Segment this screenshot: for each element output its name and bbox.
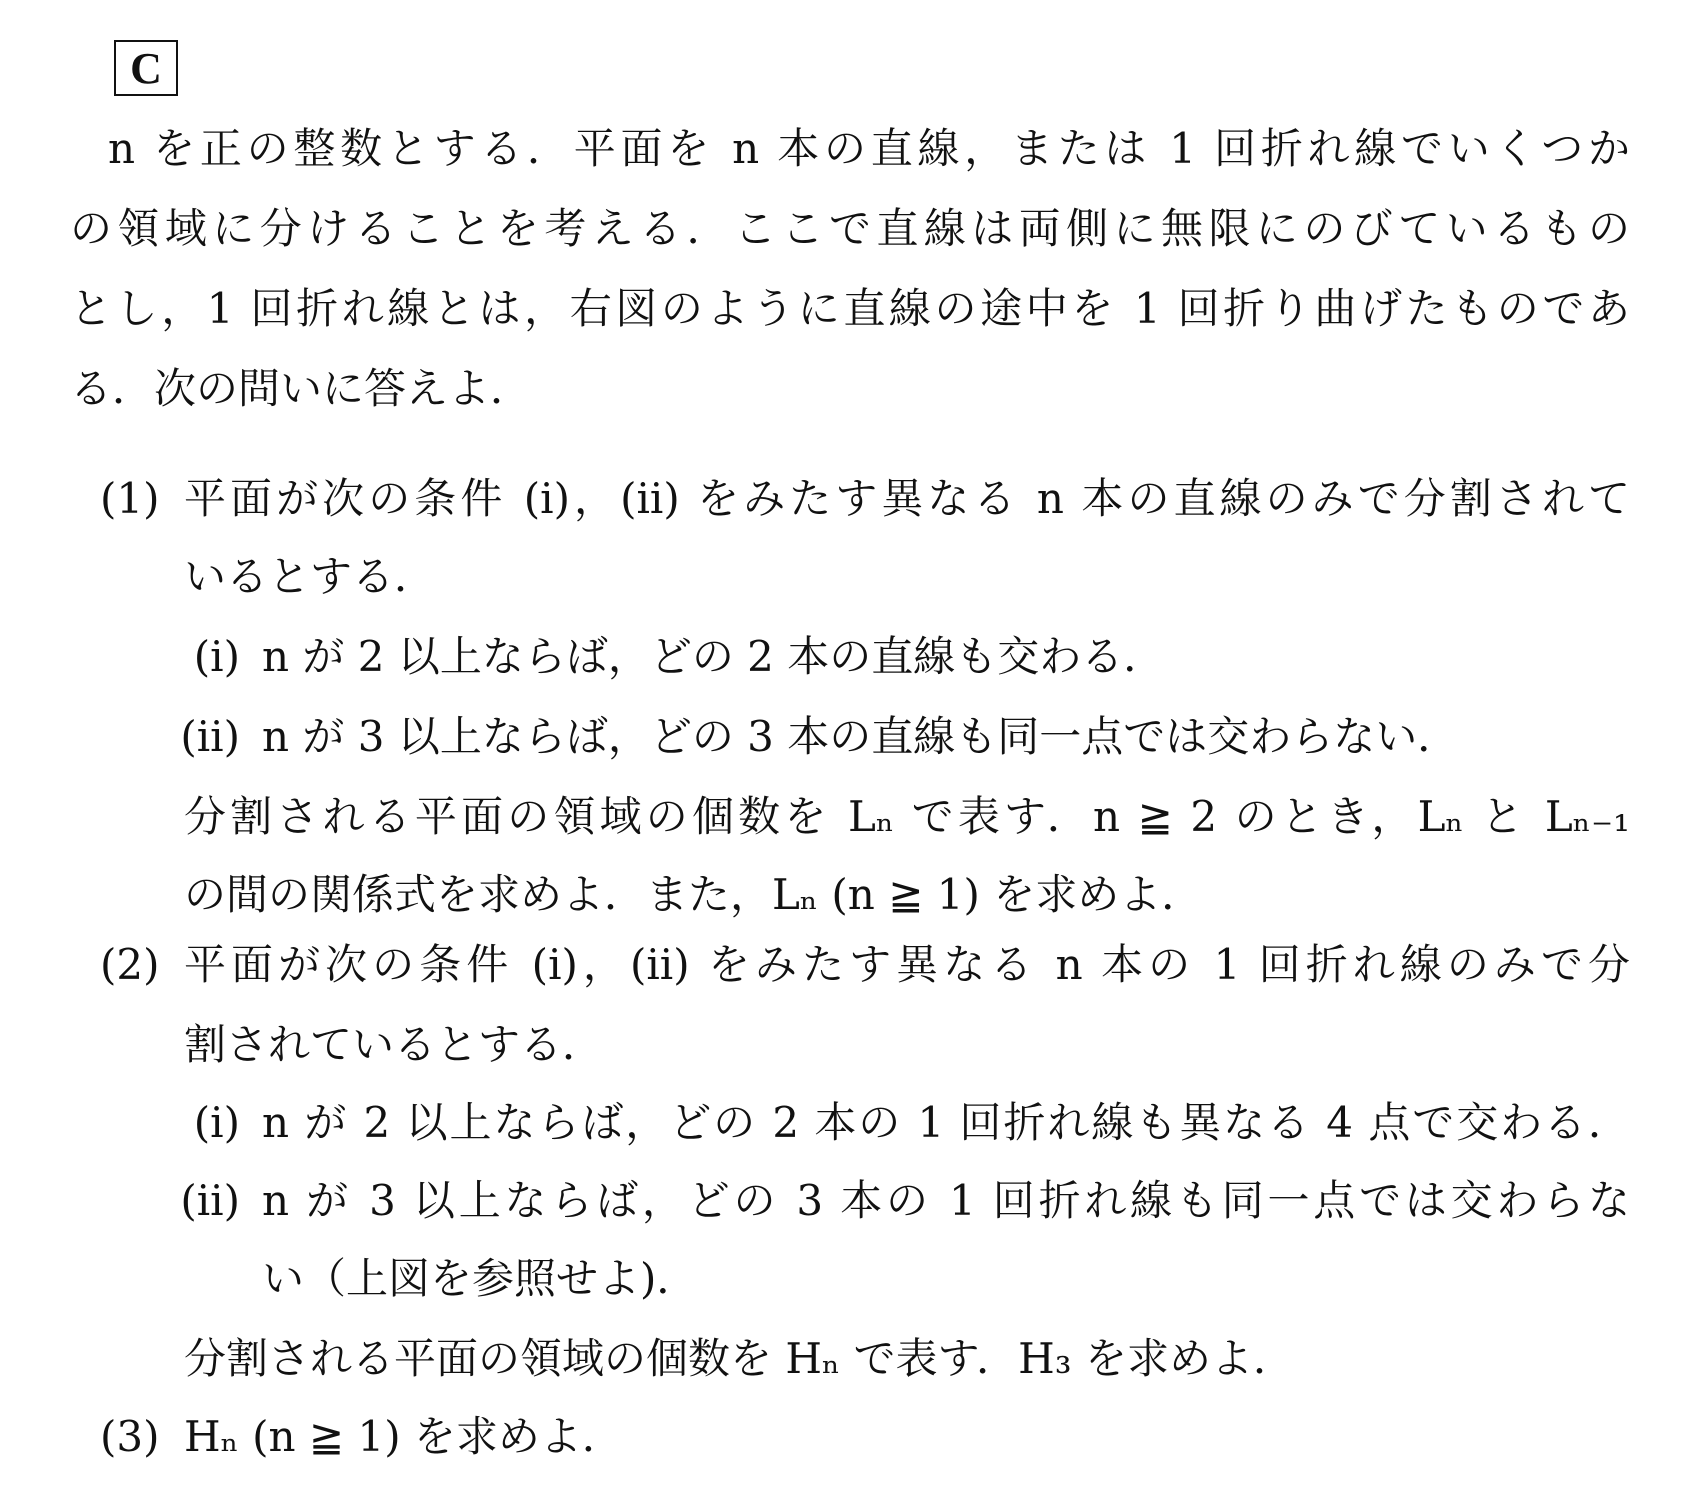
part3-label: (3) xyxy=(100,1412,160,1461)
intro-line-2: の領域に分けることを考える．ここで直線は両側に無限にのびているもの xyxy=(70,204,1630,253)
part1-cond-ii: n が 3 以上ならば，どの 3 本の直線も同一点では交わらない． xyxy=(262,712,1460,761)
part2-cond-ii-line-1: n が 3 以上ならば，どの 3 本の 1 回折れ線も同一点では交わらな xyxy=(262,1176,1630,1225)
part2-cond-ii-line-2: い（上図を参照せよ)． xyxy=(262,1254,699,1303)
part1-line-2: いるとする． xyxy=(184,552,437,601)
problem-label: C xyxy=(130,43,162,93)
problem-label-box xyxy=(114,40,178,96)
intro-line-3: とし，1 回折れ線とは，右図のように直線の途中を 1 回折り曲げたものであ xyxy=(70,284,1630,333)
part1-question-line-2: の間の関係式を求めよ．また，Lₙ (n ≧ 1) を求めよ． xyxy=(184,870,1204,919)
part2-cond-i-label: (i) xyxy=(193,1098,240,1147)
part2-label: (2) xyxy=(100,940,160,989)
part1-label: (1) xyxy=(100,474,160,523)
part1-line-1: 平面が次の条件 (i)，(ii) をみたす異なる n 本の直線のみで分割されて xyxy=(184,474,1630,523)
part1-question-line-1: 分割される平面の領域の個数を Lₙ で表す．n ≧ 2 のとき，Lₙ と Lₙ₋₁ xyxy=(184,792,1630,841)
part2-question-line-1: 分割される平面の領域の個数を Hₙ で表す．H₃ を求めよ． xyxy=(184,1334,1295,1383)
part3-line-1: Hₙ (n ≧ 1) を求めよ． xyxy=(184,1412,624,1461)
part1-cond-i-label: (i) xyxy=(193,632,240,681)
part2-line-2: 割されているとする． xyxy=(184,1020,605,1069)
part2-cond-ii-label: (ii) xyxy=(180,1176,240,1225)
part2-cond-i: n が 2 以上ならば，どの 2 本の 1 回折れ線も異なる 4 点で交わる． xyxy=(262,1098,1630,1147)
part1-cond-ii-label: (ii) xyxy=(180,712,240,761)
part1-cond-i: n が 2 以上ならば，どの 2 本の直線も交わる． xyxy=(262,632,1166,681)
intro-line-1: n を正の整数とする．平面を n 本の直線，または 1 回折れ線でいくつか xyxy=(108,124,1630,173)
part2-line-1: 平面が次の条件 (i)，(ii) をみたす異なる n 本の 1 回折れ線のみで分 xyxy=(184,940,1630,989)
intro-line-4: る．次の問いに答えよ． xyxy=(70,364,533,413)
